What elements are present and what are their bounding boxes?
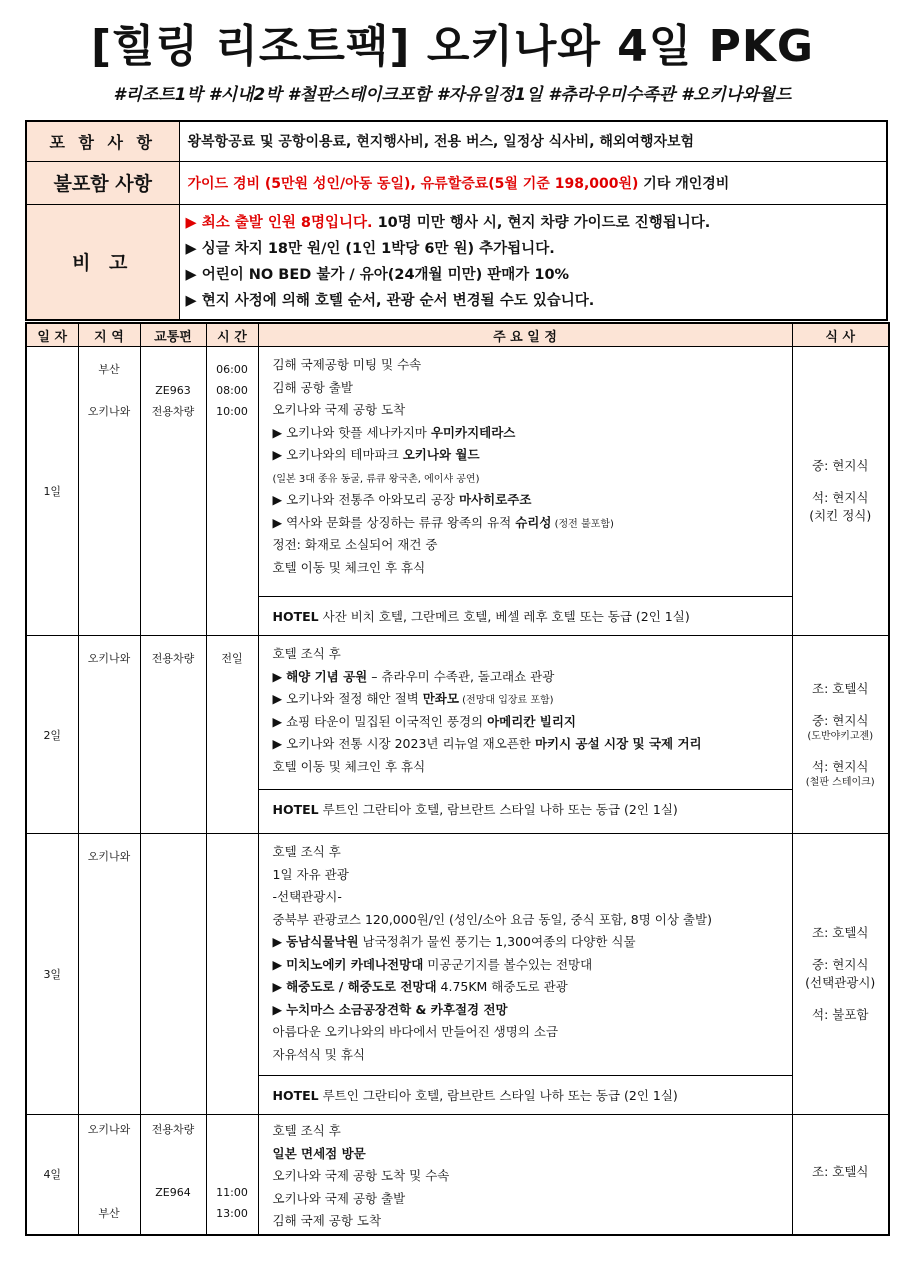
itinerary-highlight: 마사히로주조	[458, 492, 532, 507]
itinerary-text: ▶	[272, 1001, 287, 1017]
region-cell	[78, 1115, 140, 1235]
time-cell-line: 10:00	[216, 405, 248, 418]
hashtag-line: #리조트1박 #시내2박 #철판스테이크포함 #자유일정1일 #츄라우미수족관 #오키나와월드	[113, 85, 792, 105]
time-cell-line	[207, 1161, 258, 1182]
schedule-row	[26, 636, 889, 834]
time-cell-line: 전일	[221, 652, 243, 665]
transport-cell-line: ZE963	[155, 384, 191, 397]
included-value: 왕복항공료 및 공항이용료, 현지행사비, 전용 버스, 일정상 식사비, 해외여행자보험	[179, 121, 887, 161]
excluded-label: 불포함 사항	[26, 161, 179, 204]
itinerary-text: 정전: 화재로 소실되어 재건 중	[272, 537, 438, 552]
meals-cell	[792, 1115, 889, 1235]
itinerary-line	[273, 644, 792, 667]
info-table	[25, 120, 888, 321]
transport-cell-line	[141, 846, 206, 867]
itinerary-text: ▶ 오키나와의 테마파크	[272, 447, 403, 462]
time-cell-line: 11:00	[216, 1186, 248, 1199]
hotel-names: 루트인 그란티아 호텔, 람브란트 스타일 나하 또는 동급 (2인 1실)	[318, 1088, 678, 1103]
itinerary-cell	[258, 1115, 792, 1235]
time-cell-line: 06:00	[216, 363, 248, 376]
itinerary-line	[273, 1000, 792, 1023]
itinerary-highlight: 해양 기념 공원	[286, 668, 368, 684]
itinerary-text-after: 4.75KM 해중도로 관광	[436, 979, 568, 994]
itinerary-text: 호텔 이동 및 체크인 후 휴식	[272, 559, 426, 575]
itinerary-line	[273, 842, 792, 865]
day-cell: 4일	[26, 1115, 78, 1235]
itinerary-lines	[259, 636, 792, 779]
excluded-rest-text: 기타 개인경비	[638, 175, 730, 192]
itinerary-text: 호텔 조식 후	[272, 646, 341, 661]
itinerary-note: (일본 3대 종유 동굴, 류큐 왕국촌, 에이샤 공연)	[272, 473, 480, 485]
meals-cell	[792, 636, 889, 834]
itinerary-line	[273, 1121, 792, 1144]
region-cell-line	[79, 1140, 140, 1161]
meal-gap	[793, 475, 889, 489]
itinerary-text: 1일 자유 관광	[272, 866, 349, 882]
time-cell-line	[207, 1119, 258, 1140]
itinerary-line	[273, 1189, 792, 1212]
itinerary-text: 오키나와 국제 공항 도착	[272, 402, 406, 417]
itinerary-highlight: 슈리성	[515, 514, 552, 530]
region-cell	[78, 347, 140, 636]
meal-detail: (치킨 정식)	[809, 508, 872, 523]
region-cell-line: 부산	[98, 1207, 120, 1220]
itinerary-cell	[258, 347, 792, 636]
itinerary-lines	[259, 834, 792, 1067]
region-cell	[78, 636, 140, 834]
schedule-table	[25, 322, 890, 1236]
day-cell: 3일	[26, 834, 78, 1115]
itinerary-text: ▶	[272, 934, 287, 949]
time-cell	[206, 636, 258, 834]
transport-cell	[140, 1115, 206, 1235]
itinerary-text: 아름다운 오키나와의 바다에서 만들어진 생명의 소금	[272, 1024, 559, 1039]
transport-cell-line	[141, 359, 206, 380]
itinerary-line	[273, 1211, 792, 1234]
itinerary-line	[273, 513, 792, 536]
hotel-names: 사잔 비치 호텔, 그란메르 호텔, 베셀 레후 호텔 또는 동급 (2인 1실)	[318, 609, 690, 624]
itinerary-text: ▶	[272, 956, 287, 972]
itinerary-line	[273, 558, 792, 581]
transport-cell-stack	[141, 1115, 206, 1224]
itinerary-lines	[259, 1115, 792, 1234]
transport-cell-stack	[141, 636, 206, 669]
time-cell	[206, 834, 258, 1115]
region-cell-stack	[79, 1115, 140, 1224]
schedule-row	[26, 834, 889, 1115]
region-cell	[78, 834, 140, 1115]
itinerary-line	[273, 1045, 792, 1068]
itinerary-text: 호텔 이동 및 체크인 후 휴식	[272, 758, 426, 774]
day-cell: 1일	[26, 347, 78, 636]
region-cell-stack	[79, 347, 140, 422]
notes-label: 비 고	[26, 204, 179, 320]
schedule-row	[26, 1115, 889, 1235]
meal-detail: (도반야키고젠)	[807, 730, 874, 742]
header-region: 지 역	[78, 323, 140, 347]
time-cell-line	[207, 846, 258, 867]
itinerary-line	[273, 955, 792, 978]
region-cell-line: 오키나와	[87, 652, 131, 665]
itinerary-line	[273, 734, 792, 757]
meal-detail: (선택관광시)	[805, 975, 876, 990]
transport-cell-line: ZE964	[155, 1186, 191, 1199]
note-line-1: ▶ 최소 출발 인원 8명입니다. 10명 미만 행사 시, 현지 차량 가이드로 진행됩니다.	[185, 214, 711, 231]
itinerary-highlight: 미치노에키 카데나전망대	[286, 956, 424, 972]
itinerary-highlight: 마키시 공설 시장 및 국제 거리	[534, 736, 702, 751]
page-title: [힐링 리조트팩] 오키나와 4일 PKG	[90, 21, 815, 72]
itinerary-highlight: 동남식물낙원	[286, 934, 359, 949]
meal-item: 조: 호텔식	[812, 925, 869, 940]
header-meals: 식 사	[792, 323, 889, 347]
transport-cell-stack	[141, 834, 206, 867]
itinerary-text: 중북부 관광코스 120,000원/인 (성인/소아 요금 동일, 중식 포함, 8명 이상 출발)	[272, 911, 712, 927]
hotel-label: HOTEL	[272, 609, 319, 624]
itinerary-text: ▶	[272, 979, 287, 994]
time-cell-stack	[207, 1115, 258, 1224]
itinerary-highlight: 아메리칸 빌리지	[487, 713, 576, 729]
header-transport: 교통편	[140, 323, 206, 347]
time-cell-stack	[207, 636, 258, 669]
itinerary-text: 김해 공항 출발	[272, 379, 353, 395]
time-cell	[206, 1115, 258, 1235]
note-line-3: ▶ 어린이 NO BED 불가 / 유아(24개월 미만) 판매가 10%	[185, 266, 570, 283]
itinerary-text-after: – 츄라우미 수족관, 돌고래쇼 관광	[367, 668, 555, 684]
meal-item: 조: 호텔식	[812, 1164, 869, 1179]
itinerary-line	[273, 1144, 792, 1167]
time-cell	[206, 347, 258, 636]
itinerary-text: 자유석식 및 휴식	[272, 1046, 365, 1062]
hotel-names: 루트인 그란티아 호텔, 람브란트 스타일 나하 또는 동급 (2인 1실)	[318, 802, 678, 817]
itinerary-text: 호텔 조식 후	[272, 844, 341, 859]
itinerary-text: ▶ 쇼핑 타운이 밀집된 이국적인 풍경의	[272, 713, 488, 729]
itinerary-highlight: 일본 면세점 방문	[272, 1145, 366, 1161]
meals-cell	[792, 834, 889, 1115]
itinerary-text: ▶ 오키나와 핫플 세나카지마	[272, 424, 431, 440]
transport-cell-line	[141, 1203, 206, 1224]
itinerary-line	[273, 977, 792, 1000]
meal-item: 중: 현지식	[812, 957, 869, 972]
itinerary-text: ▶ 오키나와 절정 해안 절벽	[272, 691, 423, 706]
itinerary-text: ▶ 역사와 문화를 상징하는 류큐 왕족의 유적	[272, 514, 516, 530]
meal-gap	[793, 744, 889, 758]
itinerary-line	[273, 1022, 792, 1045]
itinerary-line	[273, 490, 792, 513]
itinerary-text: 김해 국제공항 미팅 및 수속	[272, 357, 422, 372]
itinerary-text: 오키나와 국제 공항 도착 및 수속	[272, 1168, 450, 1183]
hotel-line	[259, 596, 792, 635]
header-time: 시 간	[206, 323, 258, 347]
hotel-line	[259, 1075, 792, 1114]
itinerary-line	[273, 757, 792, 780]
region-cell-line	[79, 1182, 140, 1203]
meal-item: 조: 호텔식	[812, 680, 869, 696]
transport-cell	[140, 347, 206, 636]
transport-cell-line	[141, 1140, 206, 1161]
time-cell-line	[207, 1140, 258, 1161]
time-cell-stack	[207, 834, 258, 867]
itinerary-highlight: 누치마스 소금공장견학 & 카후절경 전망	[286, 1001, 508, 1017]
notes-value	[179, 204, 887, 320]
meal-item: 석: 현지식	[812, 490, 869, 505]
time-cell-stack	[207, 347, 258, 422]
itinerary-line	[273, 667, 792, 690]
itinerary-line	[273, 445, 792, 468]
region-cell-stack	[79, 834, 140, 867]
region-cell-line: 오키나와	[87, 850, 131, 863]
region-cell-line: 오키나와	[87, 405, 131, 418]
region-cell-stack	[79, 636, 140, 669]
transport-cell-stack	[141, 347, 206, 422]
transport-cell	[140, 636, 206, 834]
itinerary-line	[273, 423, 792, 446]
region-cell-line	[79, 380, 140, 401]
transport-cell-line	[141, 1161, 206, 1182]
excluded-red-text: 가이드 경비 (5만원 성인/아동 동일), 유류할증료(5월 기준 198,000원)	[187, 175, 639, 192]
header-day: 일 자	[26, 323, 78, 347]
meals-cell	[792, 347, 889, 636]
meal-item: 석: 불포함	[812, 1007, 869, 1022]
itinerary-line	[273, 468, 792, 491]
time-cell-line: 08:00	[216, 384, 248, 397]
itinerary-line	[273, 932, 792, 955]
itinerary-line	[273, 887, 792, 910]
itinerary-line	[273, 535, 792, 558]
hotel-line	[259, 789, 792, 828]
itinerary-note: (정전 불포함)	[551, 518, 614, 530]
schedule-row	[26, 347, 889, 636]
itinerary-text: ▶ 오키나와 전통주 아와모리 공장	[272, 492, 459, 507]
meal-gap	[793, 942, 889, 956]
itinerary-text-after: 남국정취가 물씬 풍기는 1,300여종의 다양한 식물	[358, 934, 636, 949]
header-schedule: 주 요 일 정	[258, 323, 792, 347]
meal-gap	[793, 992, 889, 1006]
itinerary-text: 김해 국제 공항 도착	[272, 1213, 382, 1228]
meal-item: 중: 현지식	[812, 458, 869, 473]
hotel-label: HOTEL	[272, 1088, 319, 1103]
included-label: 포 함 사 항	[26, 121, 179, 161]
meal-item: 석: 현지식	[812, 758, 869, 774]
transport-cell-line: 전용차량	[151, 1123, 195, 1136]
itinerary-line	[273, 400, 792, 423]
itinerary-highlight: 오키나와 월드	[402, 447, 480, 462]
itinerary-text: -선택관광시-	[272, 889, 342, 904]
note-line-2: ▶ 싱글 차지 18만 원/인 (1인 1박당 6만 원) 추가됩니다.	[185, 240, 555, 257]
itinerary-line	[273, 1166, 792, 1189]
itinerary-line	[273, 865, 792, 888]
itinerary-line	[273, 712, 792, 735]
itinerary-line	[273, 689, 792, 712]
transport-cell	[140, 834, 206, 1115]
time-cell-line: 13:00	[216, 1207, 248, 1220]
itinerary-cell	[258, 636, 792, 834]
note-line-4: ▶ 현지 사정에 의해 호텔 순서, 관광 순서 변경될 수도 있습니다.	[185, 292, 595, 309]
hotel-label: HOTEL	[272, 802, 319, 817]
itinerary-lines	[259, 347, 792, 580]
day-cell: 2일	[26, 636, 78, 834]
transport-cell-line: 전용차량	[151, 405, 195, 418]
region-cell-line: 부산	[98, 363, 120, 376]
excluded-value	[179, 161, 887, 204]
itinerary-line	[273, 378, 792, 401]
itinerary-note: (전망대 입장료 포함)	[458, 695, 554, 706]
itinerary-line	[273, 355, 792, 378]
meal-detail: (철판 스테이크)	[805, 776, 875, 788]
itinerary-text: ▶	[272, 668, 287, 684]
itinerary-text-after: 미공군기지를 볼수있는 전망대	[423, 956, 593, 972]
itinerary-text: ▶ 오키나와 전통 시장 2023년 리뉴얼 재오픈한	[272, 736, 535, 751]
itinerary-highlight: 해중도로 / 해중도로 전망대	[286, 979, 437, 994]
meal-gap	[793, 698, 889, 712]
meal-item: 중: 현지식	[812, 712, 869, 728]
region-cell-line: 오키나와	[87, 1123, 131, 1136]
itinerary-highlight: 우미카지테라스	[430, 424, 516, 440]
region-cell-line	[79, 1161, 140, 1182]
itinerary-cell	[258, 834, 792, 1115]
transport-cell-line: 전용차량	[151, 652, 195, 665]
itinerary-text: 오키나와 국제 공항 출발	[272, 1190, 406, 1206]
itinerary-text: 호텔 조식 후	[272, 1123, 341, 1138]
itinerary-line	[273, 910, 792, 933]
itinerary-highlight: 만좌모	[422, 691, 459, 706]
